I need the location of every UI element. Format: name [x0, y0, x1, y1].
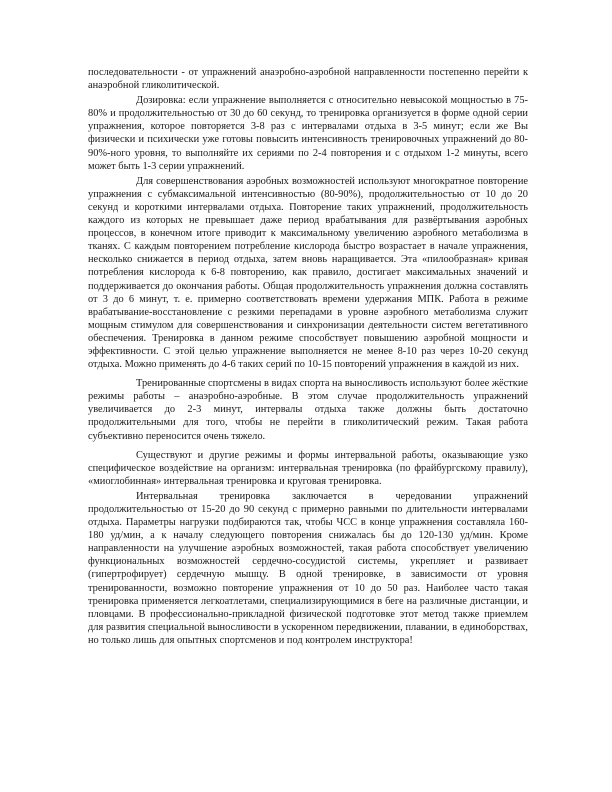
paragraph-continuation: последовательности - от упражнений анаэробно-аэробной направленности постепенно перейти к анаэробной гликолитической.: [88, 67, 528, 92]
paragraph-interval-training: Интервальная тренировка заключается в чередовании упражнений продолжительностью от 15-20 до 90 секунд с примерно равными по длительности интервалами отдыха. Параметры нагрузки подбираются так, чтобы ЧСС в конце упражнения составляла 160-180 уд/мин, а к началу следующего повторения снижалась бы до 120-130 уд/мин. Кроме направленности на улучшение аэробных возможностей, такая работа способствует увеличению функциональных возможностей сердечно-сосудистой системы, укрепляет и развивает (гипертрофирует) сердечную мышцу. В одной тренировке, в зависимости от уровня тренированности, возможно повторение упражнения от 10 до 50 раз. Наиболее часто такая тренировка применяется легкоатлетами, специализирующимися в беге на различные дистанции, и пловцами. В профессионально-прикладной физической подготовке этот метод также приемлем для развития специальной выносливости в ускоренном передвижении, плавании, в единоборствах, но только лишь для опытных спортсменов и под контролем инструктора!: [88, 490, 528, 646]
paragraph-aerobic-improvement: Для совершенствования аэробных возможностей используют многократное повторение упражнения с субмаксимальной интенсивностью (80-90%), продолжительностью от 10 до 20 секунд и короткими интервалами отдыха. Повторение таких упражнений, продолжительность каждого из которых не превышает даже период врабатывания для развёртывания аэробных процессов, в конечном итоге приводит к максимальному увеличению аэробного метаболизма в тканях. С каждым повторением потребление кислорода быстро возрастает в начале упражнения, несколько снижается в период отдыха, затем вновь наращивается. Эта «пилообразная» кривая потребления кислорода к 6-8 повторению, как правило, достигает максимальных значений и поддерживается до окончания работы. Общая продолжительность упражнения должна составлять от 3 до 6 минут, т. е. примерно соответствовать времени удержания МПК. Работа в режиме врабатывание-восстановление с резкими перепадами в уровне аэробного метаболизма служит мощным стимулом для совершенствования и синхронизации деятельности систем вегетативного обеспечения. Тренировка в данном режиме способствует повышению аэробной мощности и эффективности. С этой целью упражнение выполняется не менее 8-10 раз через 10-20 секунд отдыха. Можно применять до 4-6 таких серий по 10-15 повторений упражнения в каждой из них.: [88, 175, 528, 371]
document-page: [88, 66, 528, 649]
paragraph-trained-athletes: Тренированные спортсмены в видах спорта на выносливость используют более жёсткие режимы работы – анаэробно-аэробные. В этом случае продолжительность упражнений увеличивается до 2-3 минут, интервалы отдыха также должны быть достаточно продолжительными для того, чтобы не перейти в гликолитический режим. Такая работа субъективно переносится очень тяжело.: [88, 378, 528, 442]
paragraph-other-modes: Существуют и другие режимы и формы интервальной работы, оказывающие узко специфическое воздействие на организм: интервальная тренировка (по фрайбургскому правилу), «миоглобинная» интервальная тренировка и круговая тренировка.: [88, 449, 528, 487]
paragraph-dosage: Дозировка: если упражнение выполняется с относительно невысокой мощностью в 75-80% и продолжительностью от 30 до 60 секунд, то тренировка организуется в форме одной серии упражнения, которое повторяется 3-8 раз с интервалами отдыха в 3-5 минут; если же Вы физически и психически уже готовы повысить интенсивность тренировочных упражнений до 80-90%-ного уровня, то выполняйте их сериями по 2-4 повторения и с отдыхом 1-2 минуты, всего может быть 1-3 серии упражнений.: [88, 95, 528, 172]
